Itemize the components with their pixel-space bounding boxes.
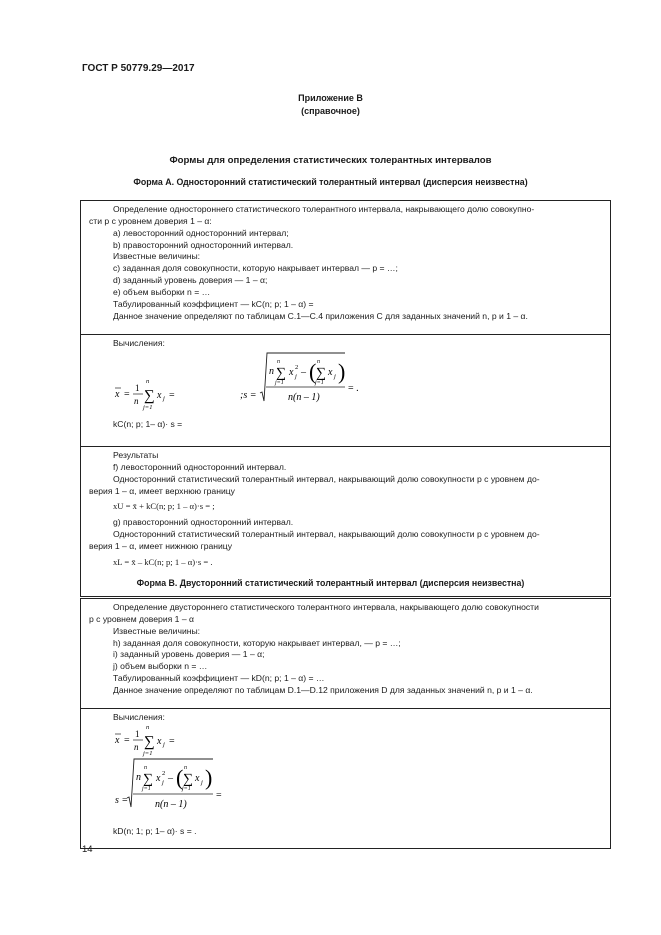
x-bar-symbol: x <box>115 389 120 400</box>
main-title: Формы для определения статистических толерантных интервалов <box>169 155 492 166</box>
form-a-results <box>81 447 610 596</box>
svg-text:n: n <box>277 359 280 365</box>
frac-numerator: 1 <box>135 383 140 393</box>
form-a-def-line-6: d) заданный уровень доверия — 1 – α; <box>113 275 268 286</box>
svg-text:2: 2 <box>162 770 166 777</box>
frac-denominator: n <box>134 396 139 406</box>
svg-text:n: n <box>144 765 147 771</box>
form-b-table <box>80 598 611 849</box>
form-b-def-line-1: p с уровнем доверия 1 – α <box>89 613 194 624</box>
svg-text:=: = <box>169 736 175 747</box>
form-a-calc-k: kC(n; p; 1– α)· s = <box>113 419 183 429</box>
svg-text:n: n <box>134 742 139 752</box>
document-header: ГОСТ Р 50779.29—2017 <box>82 63 195 74</box>
svg-text:j=1: j=1 <box>143 750 153 757</box>
svg-text:j: j <box>163 395 165 402</box>
svg-text:–: – <box>301 367 306 378</box>
svg-text:x: x <box>157 736 162 747</box>
svg-text:j=1: j=1 <box>275 380 284 386</box>
form-b-def-line-3: h) заданная доля совокупности, которую накрывает интервал, — p = …; <box>113 637 401 648</box>
form-b-definition <box>81 599 610 709</box>
svg-text:): ) <box>205 765 213 790</box>
form-a-def-line-2: a) левосторонний односторонний интервал; <box>113 227 289 238</box>
svg-text:j=1: j=1 <box>142 786 151 792</box>
svg-text:(: ( <box>309 359 317 384</box>
form-a-result-line-7: верия 1 – α, имеет нижнюю границу <box>89 541 233 552</box>
svg-text:n(n – 1): n(n – 1) <box>288 392 320 403</box>
svg-text:∑: ∑ <box>316 366 326 381</box>
form-a-def-line-9: Данное значение определяют по таблицам C.1—C.4 приложения C для заданных значений n, p и 1 – α. <box>113 310 528 321</box>
form-a-def-line-3: b) правосторонний односторонний интервал. <box>113 239 294 250</box>
svg-text:x: x <box>195 773 200 784</box>
svg-text:∑: ∑ <box>144 734 155 750</box>
form-b-def-line-6: Табулированный коэффициент — kD(n; p; 1 – α) = … <box>113 673 325 684</box>
svg-text:=: = <box>124 735 130 746</box>
svg-text:n: n <box>269 366 274 377</box>
svg-text:;s =: ;s = <box>240 390 257 401</box>
form-b-def-line-7: Данное значение определяют по таблицам D.1—D.12 приложения D для заданных значений n, p и 1 – α. <box>113 685 533 696</box>
form-a-result-line-6: Односторонний статистический толерантный интервал, накрывающий долю совокупности p с уровнем до- <box>113 529 540 540</box>
equals-sign: = <box>124 389 130 400</box>
svg-text:j=1: j=1 <box>143 404 153 411</box>
svg-text:j: j <box>295 373 297 380</box>
svg-text:n: n <box>184 765 187 771</box>
svg-text:–: – <box>168 773 173 784</box>
form-a-def-line-1: сти p с уровнем доверия 1 – α: <box>89 215 212 226</box>
form-a-definition <box>81 201 610 335</box>
form-a-lower-bound: xL = x̄ – kC(n; p; 1 – α)·s = . <box>113 556 213 567</box>
svg-text:s =: s = <box>115 795 129 806</box>
form-b-def-line-0: Определение двустороннего статистического толерантного интервала, накрывающего долю совокупности <box>113 602 539 612</box>
svg-text:x: x <box>157 390 162 401</box>
form-a-result-line-2: Односторонний статистический толерантный интервал, накрывающий долю совокупности p с уровнем до- <box>113 473 540 484</box>
svg-text:x: x <box>289 367 294 378</box>
form-b-calc-label: Вычисления: <box>113 712 165 722</box>
svg-text:n: n <box>136 772 141 783</box>
page-number: 14 <box>82 844 93 855</box>
svg-text:j=1: j=1 <box>315 380 324 386</box>
form-b-calc-k: kD(n; 1; p; 1– α)· s = . <box>113 826 197 836</box>
form-a-def-line-4: Известные величины: <box>113 251 201 262</box>
svg-text:(: ( <box>176 765 184 790</box>
form-b-def-line-5: j) объем выборки n = … <box>113 661 208 672</box>
svg-text:): ) <box>338 359 346 384</box>
form-a-calc-label: Вычисления: <box>113 338 165 348</box>
svg-text:x: x <box>328 367 333 378</box>
svg-text:= .: = . <box>348 383 359 394</box>
form-a-result-line-3: верия 1 – α, имеет верхнюю границу <box>89 485 235 496</box>
appendix-heading <box>0 92 661 117</box>
form-a-caption-text: Форма А. Односторонний статистический толерантный интервал (дисперсия неизвестна) <box>133 177 528 187</box>
form-a-result-line-0: Результаты <box>113 450 159 460</box>
svg-text:x: x <box>156 773 161 784</box>
form-a-formulas <box>113 349 413 427</box>
svg-text:n: n <box>317 359 320 365</box>
form-a-def-line-8: Табулированный коэффициент — kC(n; p; 1 – α) = <box>113 298 314 309</box>
form-a-caption <box>0 176 661 188</box>
svg-text:=: = <box>169 390 175 401</box>
svg-text:∑: ∑ <box>276 366 286 381</box>
form-a-def-line-7: e) объем выборки n = … <box>113 287 211 298</box>
svg-text:j: j <box>334 373 336 380</box>
form-a-result-line-5: g) правосторонний односторонний интервал. <box>113 517 294 528</box>
svg-text:j: j <box>162 779 164 786</box>
form-b-caption: Форма В. Двусторонний статистический толерантный интервал (дисперсия неизвестна) <box>136 578 525 588</box>
svg-text:j: j <box>201 779 203 786</box>
form-b-formulas <box>113 723 313 823</box>
form-b-def-line-2: Известные величины: <box>113 625 201 636</box>
svg-text:=: = <box>216 790 222 801</box>
appendix-title: Приложение В <box>298 93 363 103</box>
svg-text:n: n <box>146 378 150 385</box>
sum-symbol: ∑ <box>144 388 155 404</box>
svg-text:x: x <box>115 735 120 746</box>
svg-text:1: 1 <box>135 729 140 739</box>
form-a-result-line-1: f) левосторонний односторонний интервал. <box>113 461 287 472</box>
form-b-def-line-4: i) заданный уровень доверия — 1 – α; <box>113 649 265 660</box>
svg-text:2: 2 <box>295 364 299 371</box>
svg-text:n(n – 1): n(n – 1) <box>155 799 187 810</box>
form-b-calculations <box>81 709 610 848</box>
svg-text:∑: ∑ <box>143 772 153 787</box>
form-a-calculations <box>81 335 610 447</box>
svg-text:∑: ∑ <box>183 772 193 787</box>
form-a-table <box>80 200 611 597</box>
svg-text:n: n <box>146 724 150 731</box>
svg-text:j=1: j=1 <box>182 786 191 792</box>
svg-text:j: j <box>163 741 165 748</box>
form-a-def-line-0: Определение одностороннего статистического толерантного интервала, накрывающего долю совокупно- <box>113 204 535 214</box>
form-a-upper-bound: xU = x̄ + kC(n; p; 1 – α)·s = ; <box>113 501 215 512</box>
form-a-def-line-5: c) заданная доля совокупности, которую накрывает интервал — p = …; <box>113 263 398 274</box>
appendix-subtitle: (справочное) <box>301 105 360 116</box>
